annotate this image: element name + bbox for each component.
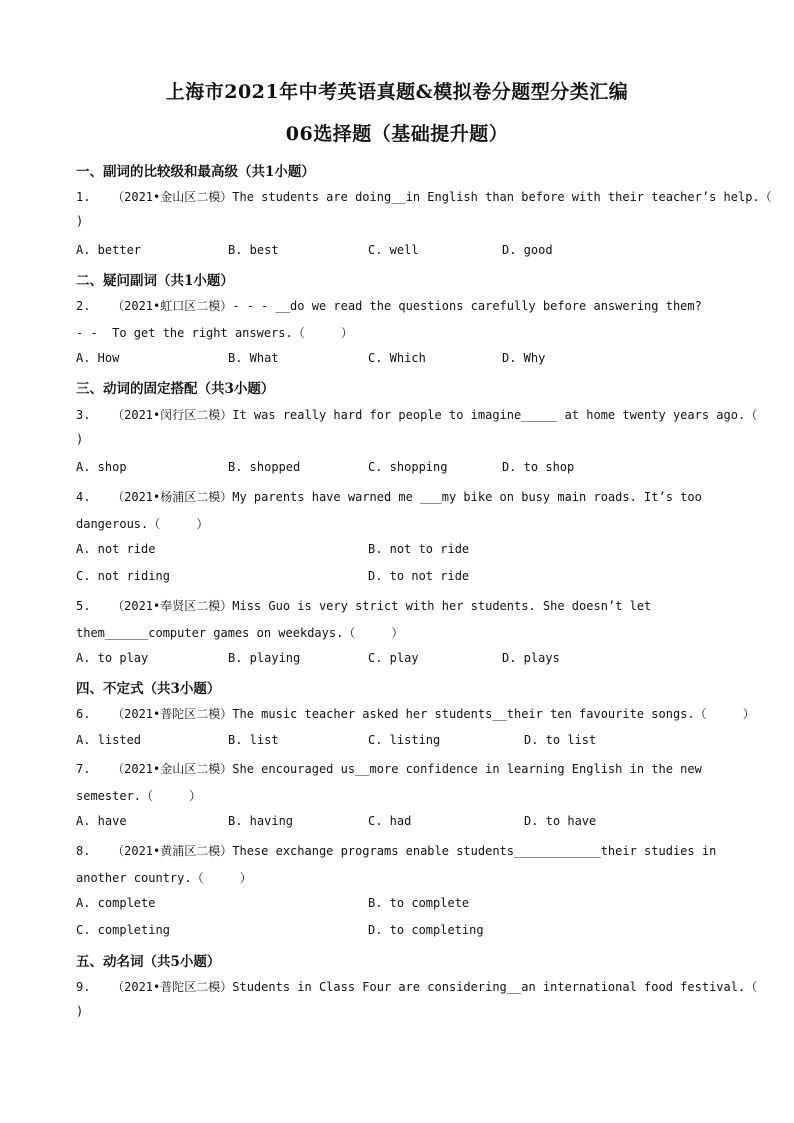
question-1-option-a: A. better	[76, 243, 142, 257]
question-4-option-b: B. not to ride	[368, 542, 470, 556]
question-9-line-2: )	[76, 1004, 84, 1018]
question-5-option-a: A. to play	[76, 651, 149, 665]
question-7-line-1: 7. （2021•金山区二模）She encouraged us__more confidence in learning English in the new	[76, 762, 702, 776]
question-8-line-1: 8. （2021•黄浦区二模）These exchange programs enable students____________their studies in	[76, 844, 717, 858]
document-title: 上海市2021年中考英语真题&模拟卷分题型分类汇编	[165, 81, 629, 103]
question-6-option-c: C. listing	[368, 733, 441, 747]
question-2-option-c: C. Which	[368, 351, 426, 365]
question-2-line-2: - - To get the right answers.（ ）	[76, 326, 353, 340]
question-4-option-d: D. to not ride	[368, 569, 470, 583]
question-3-option-b: B. shopped	[228, 460, 301, 474]
question-5-option-b: B. playing	[228, 651, 301, 665]
question-1-option-b: B. best	[228, 243, 279, 257]
question-8-line-2: another country.（ ）	[76, 871, 252, 885]
question-1-option-d: D. good	[502, 243, 553, 257]
question-1-line-2: )	[76, 214, 84, 228]
question-5-option-d: D. plays	[502, 651, 560, 665]
question-7-option-a: A. have	[76, 814, 127, 828]
question-8-option-c: C. completing	[76, 923, 170, 937]
question-3-option-d: D. to shop	[502, 460, 575, 474]
question-4-option-c: C. not riding	[76, 569, 170, 583]
question-6-option-d: D. to list	[524, 733, 597, 747]
question-2-option-d: D. Why	[502, 351, 546, 365]
question-8-option-d: D. to completing	[368, 923, 484, 937]
question-8-option-a: A. complete	[76, 896, 156, 910]
question-4-line-2: dangerous.（ ）	[76, 517, 209, 531]
section-heading: 四、不定式（共3小题）	[76, 681, 221, 697]
question-6-option-a: A. listed	[76, 733, 142, 747]
document-subtitle: 06选择题（基础提升题）	[285, 123, 509, 145]
question-2-option-b: B. What	[228, 351, 279, 365]
question-2-option-a: A. How	[76, 351, 120, 365]
question-5-line-1: 5. （2021•奉贤区二模）Miss Guo is very strict with her students. She doesn’t let	[76, 599, 652, 613]
question-5-option-c: C. play	[368, 651, 419, 665]
section-heading: 三、动词的固定搭配（共3小题）	[76, 381, 275, 397]
question-8-option-b: B. to complete	[368, 896, 470, 910]
question-3-option-c: C. shopping	[368, 460, 448, 474]
question-1-line-1: 1. （2021•金山区二模）The students are doing__in English than before with their teacher’s help.（	[76, 190, 772, 204]
question-2-line-1: 2. （2021•虹口区二模）- - - __do we read the questions carefully before answering them?	[76, 299, 702, 313]
section-heading: 五、动名词（共5小题）	[76, 954, 221, 970]
question-6-line-1: 6. （2021•普陀区二模）The music teacher asked her students__their ten favourite songs.（ ）	[76, 707, 755, 721]
question-9-line-1: 9. （2021•普陀区二模）Students in Class Four are considering__an international food festival.（	[76, 980, 758, 994]
section-heading: 二、疑问副词（共1小题）	[76, 273, 234, 289]
question-3-option-a: A. shop	[76, 460, 127, 474]
question-7-line-2: semester.（ ）	[76, 789, 202, 803]
question-6-option-b: B. list	[228, 733, 279, 747]
question-3-line-1: 3. （2021•闵行区二模）It was really hard for people to imagine_____ at home twenty years ago.（	[76, 408, 758, 422]
question-7-option-b: B. having	[228, 814, 294, 828]
question-4-option-a: A. not ride	[76, 542, 156, 556]
question-5-line-2: them______computer games on weekdays.（ ）	[76, 626, 404, 640]
question-4-line-1: 4. （2021•杨浦区二模）My parents have warned me ___my bike on busy main roads. It’s too	[76, 490, 702, 504]
section-heading: 一、副词的比较级和最高级（共1小题）	[76, 164, 315, 180]
question-1-option-c: C. well	[368, 243, 419, 257]
question-3-line-2: )	[76, 432, 84, 446]
question-7-option-c: C. had	[368, 814, 412, 828]
question-7-option-d: D. to have	[524, 814, 597, 828]
